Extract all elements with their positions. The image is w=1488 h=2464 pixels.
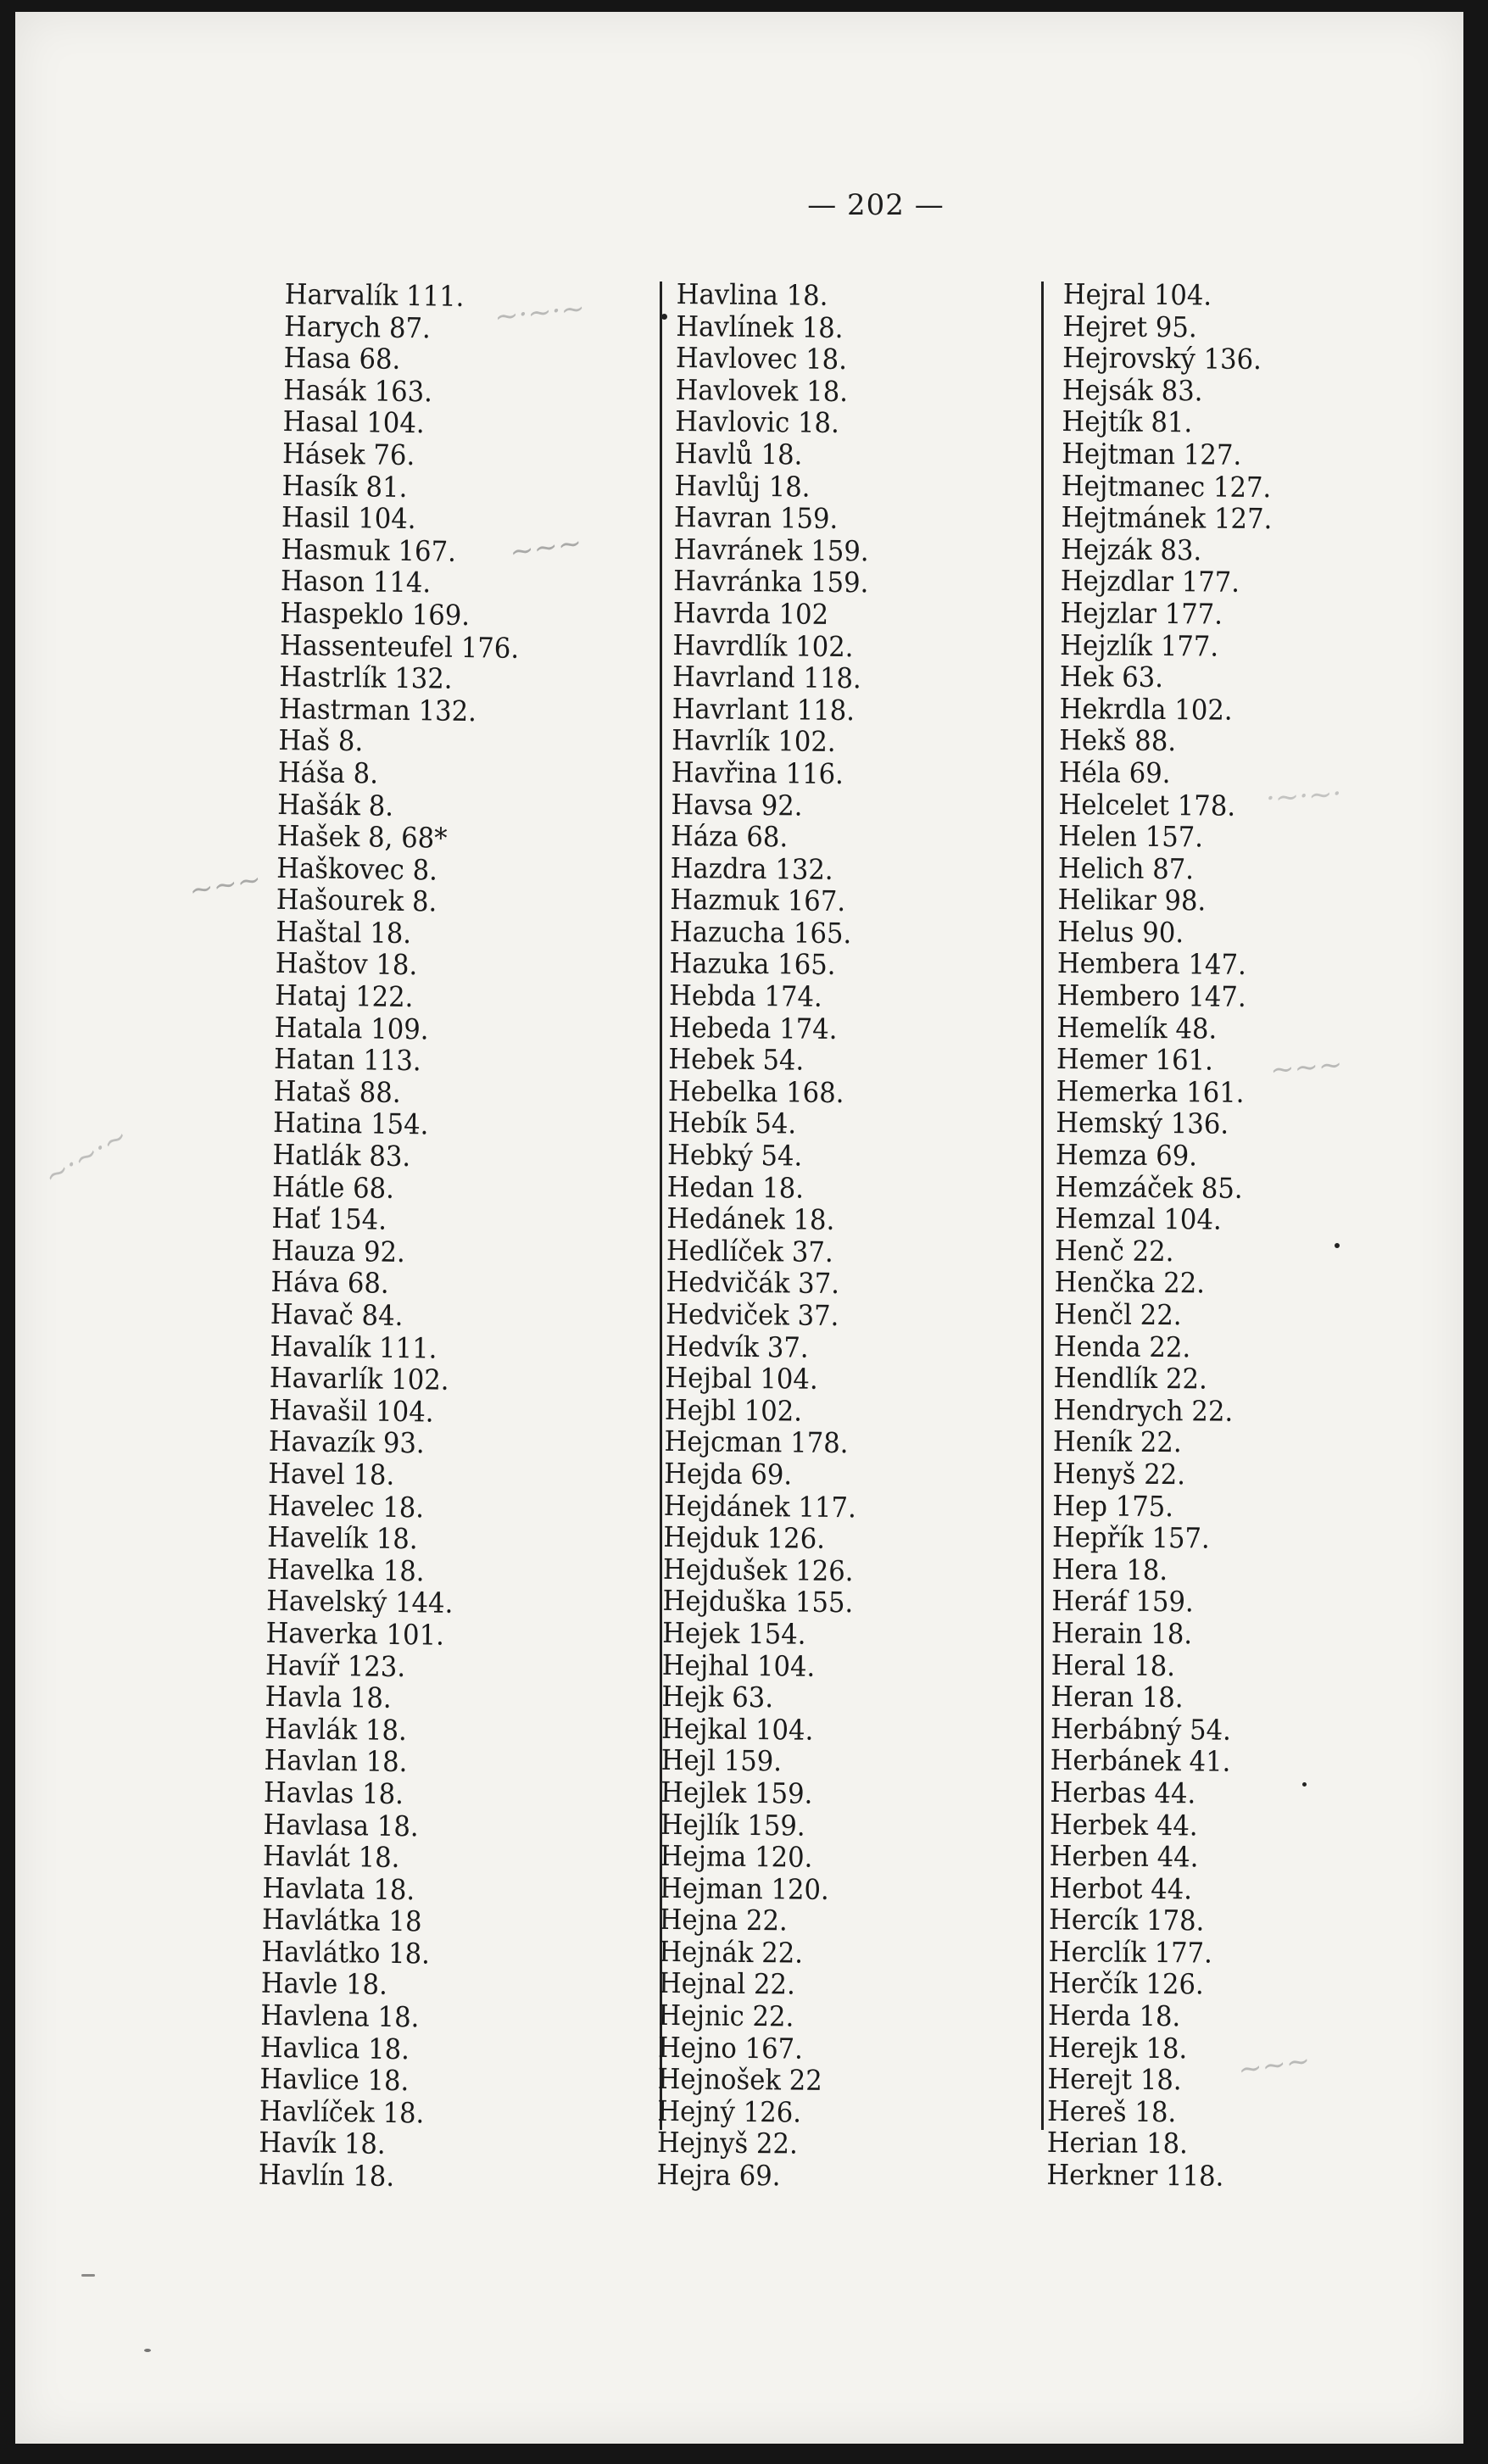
name-entry: Havlica 18. bbox=[259, 2030, 410, 2065]
name-entry: Henyš 22. bbox=[1052, 1456, 1186, 1491]
name-entry: Havran 159. bbox=[673, 500, 839, 536]
name-entry: Hejlek 159. bbox=[660, 1775, 813, 1810]
name-entry: Havrland 118. bbox=[672, 660, 861, 695]
name-entry: Haverka 101. bbox=[265, 1615, 445, 1652]
name-entry: Herbábný 54. bbox=[1050, 1711, 1232, 1747]
name-entry: Herben 44. bbox=[1049, 1839, 1199, 1874]
name-entry: Haš 8. bbox=[278, 723, 364, 758]
name-entry: Havač 84. bbox=[270, 1296, 404, 1333]
name-entry: Hejk 63. bbox=[661, 1680, 774, 1714]
name-entry: Havránka 159. bbox=[673, 564, 869, 599]
name-entry: Hatina 154. bbox=[272, 1106, 429, 1141]
name-entry: Hemský 136. bbox=[1056, 1106, 1229, 1141]
name-entry: Hedlíček 37. bbox=[666, 1233, 833, 1268]
pencil-scribble: ~~~ bbox=[1235, 2043, 1312, 2088]
name-entry: Henda 22. bbox=[1053, 1329, 1191, 1363]
name-entry: Hazdra 132. bbox=[670, 850, 833, 886]
name-entry: Havrdlík 102. bbox=[672, 627, 854, 663]
name-entry: Hedvičák 37. bbox=[666, 1265, 840, 1301]
name-entry: Hejtmánek 127. bbox=[1061, 500, 1273, 536]
name-entry: Hembera 147. bbox=[1056, 946, 1247, 982]
name-entry: Hásek 76. bbox=[281, 436, 415, 472]
column-divider bbox=[1041, 282, 1044, 2130]
name-entry: Hedvík 37. bbox=[665, 1329, 809, 1364]
name-entry: Hera 18. bbox=[1051, 1552, 1168, 1586]
name-entry: Havlátko 18. bbox=[261, 1934, 431, 1971]
ink-speck bbox=[661, 314, 667, 320]
pencil-scribble: ~·~·~ bbox=[38, 1118, 134, 1195]
name-entry: Hebek 54. bbox=[668, 1042, 805, 1077]
name-entry: Harvalík 111. bbox=[284, 277, 465, 313]
name-entry: Herbánek 41. bbox=[1050, 1743, 1231, 1779]
name-entry: Helen 157. bbox=[1058, 819, 1204, 854]
name-entry: Hason 114. bbox=[280, 564, 432, 599]
name-entry: Helikar 98. bbox=[1057, 883, 1207, 917]
name-entry: Haštov 18. bbox=[275, 946, 418, 982]
name-entry: Herda 18. bbox=[1047, 1998, 1181, 2033]
name-entry: Havel 18. bbox=[268, 1456, 395, 1491]
name-entry: Hebelka 168. bbox=[667, 1073, 844, 1109]
name-entry: Hebda 174. bbox=[668, 978, 822, 1013]
name-column-2 bbox=[656, 278, 886, 2193]
name-entry: Havlovec 18. bbox=[675, 341, 848, 376]
name-column-1 bbox=[259, 278, 543, 2194]
name-entry: Hejma 120. bbox=[660, 1838, 813, 1874]
name-entry: Hedviček 37. bbox=[666, 1296, 839, 1333]
name-entry: Hejtman 127. bbox=[1062, 436, 1242, 471]
name-entry: Herejt 18. bbox=[1047, 2062, 1182, 2097]
name-entry: Hemzáček 85. bbox=[1055, 1169, 1243, 1205]
name-entry: Hebík 54. bbox=[667, 1106, 797, 1140]
name-entry: Hať 154. bbox=[271, 1201, 387, 1237]
name-entry: Hejzdlar 177. bbox=[1060, 564, 1240, 599]
name-entry: Herain 18. bbox=[1051, 1615, 1193, 1651]
name-column-3 bbox=[1046, 278, 1290, 2193]
name-entry: Herejk 18. bbox=[1047, 2030, 1188, 2065]
name-entry: Hasal 104. bbox=[282, 404, 425, 440]
name-entry: Havlát 18. bbox=[262, 1838, 400, 1875]
name-entry: Hataš 88. bbox=[273, 1073, 401, 1109]
name-entry: Havlínek 18. bbox=[676, 309, 844, 344]
name-entry: Havelík 18. bbox=[266, 1520, 418, 1556]
name-entry: Hejnošek 22 bbox=[657, 2062, 822, 2098]
name-entry: Henčl 22. bbox=[1054, 1296, 1182, 1332]
name-entry: Havlák 18. bbox=[264, 1711, 408, 1747]
name-entry: Helich 87. bbox=[1057, 850, 1195, 886]
document-page bbox=[15, 12, 1463, 2444]
name-entry: Herčík 126. bbox=[1048, 1966, 1204, 2001]
name-entry: Haškovec 8. bbox=[276, 850, 438, 887]
name-entry: Hendrych 22. bbox=[1053, 1392, 1234, 1428]
name-entry: Havlovek 18. bbox=[675, 372, 849, 408]
name-entry: Hejný 126. bbox=[657, 2093, 802, 2129]
name-entry: Hasa 68. bbox=[283, 341, 401, 376]
name-entry: Hejcman 178. bbox=[664, 1424, 849, 1460]
name-entry: Hejret 95. bbox=[1062, 309, 1197, 343]
name-entry: Hatala 109. bbox=[274, 1010, 429, 1046]
name-entry: Henčka 22. bbox=[1054, 1265, 1206, 1300]
name-entry: Havazík 93. bbox=[268, 1424, 425, 1460]
name-entry: Havle 18. bbox=[260, 1966, 388, 2002]
name-entry: Havelský 144. bbox=[265, 1584, 454, 1620]
ink-speck bbox=[1335, 1243, 1340, 1248]
name-entry: Hemza 69. bbox=[1055, 1137, 1198, 1173]
name-entry: Havlů 18. bbox=[674, 436, 803, 471]
name-entry: Hasák 163. bbox=[282, 372, 433, 409]
name-entry: Hereš 18. bbox=[1046, 2093, 1177, 2129]
name-entry: Hemzal 104. bbox=[1055, 1201, 1222, 1236]
name-entry: Havlátka 18 bbox=[261, 1903, 422, 1938]
page-number: — 202 — bbox=[807, 188, 945, 222]
ink-speck bbox=[144, 2349, 151, 2352]
name-entry: Hepřík 157. bbox=[1051, 1520, 1210, 1555]
name-entry: Hembero 147. bbox=[1056, 978, 1246, 1013]
name-entry: Hejduk 126. bbox=[663, 1520, 826, 1556]
name-entry: Heran 18. bbox=[1051, 1680, 1184, 1714]
name-entry: Hek 63. bbox=[1059, 660, 1164, 694]
name-entry: Havíř 123. bbox=[265, 1647, 406, 1683]
name-entry: Hejral 104. bbox=[1062, 277, 1212, 312]
name-entry: Havašil 104. bbox=[269, 1392, 434, 1429]
name-entry: Helcelet 178. bbox=[1058, 787, 1236, 822]
pencil-scribble: ~·~·~ bbox=[493, 291, 587, 335]
name-entry: Hasil 104. bbox=[281, 500, 416, 536]
name-entry: Hejrovský 136. bbox=[1062, 341, 1262, 376]
name-entry: Hejdušek 126. bbox=[662, 1552, 854, 1588]
name-entry: Havsa 92. bbox=[671, 787, 803, 822]
pencil-scribble: ~~~ bbox=[187, 861, 265, 909]
name-entry: Hazucha 165. bbox=[669, 914, 852, 950]
name-entry: Havřina 116. bbox=[671, 755, 844, 790]
name-entry: Hejzlík 177. bbox=[1060, 627, 1219, 663]
name-entry: Hatan 113. bbox=[273, 1042, 421, 1078]
name-entry: Hemelík 48. bbox=[1056, 1010, 1218, 1045]
name-entry: Hejduška 155. bbox=[662, 1584, 854, 1619]
name-entry: Háva 68. bbox=[270, 1265, 389, 1301]
name-entry: Hassenteufel 176. bbox=[279, 627, 520, 665]
name-entry: Heral 18. bbox=[1051, 1647, 1176, 1682]
name-entry: Hejnyš 22. bbox=[656, 2126, 799, 2161]
name-entry: Havelka 18. bbox=[266, 1552, 425, 1588]
name-entry: Hasmuk 167. bbox=[281, 532, 457, 568]
name-entry: Havlíček 18. bbox=[259, 2093, 425, 2130]
name-entry: Hejkal 104. bbox=[660, 1711, 814, 1747]
name-entry: Hep 175. bbox=[1052, 1488, 1174, 1523]
name-entry: Hebký 54. bbox=[666, 1137, 803, 1173]
name-entry: Havrlík 102. bbox=[672, 723, 836, 759]
name-entry: Havlena 18. bbox=[260, 1998, 420, 2034]
name-entry: Hasík 81. bbox=[281, 468, 408, 504]
name-entry: Havlasa 18. bbox=[263, 1807, 419, 1842]
name-entry: Hekrdla 102. bbox=[1059, 691, 1233, 727]
name-entry: Hejna 22. bbox=[659, 1903, 789, 1937]
pencil-scribble: ·~·~· bbox=[1264, 776, 1343, 817]
ink-speck bbox=[1302, 1782, 1307, 1787]
name-entry: Herclík 177. bbox=[1048, 1934, 1213, 1970]
name-entry: Hejzák 83. bbox=[1061, 532, 1202, 567]
name-entry: Havránek 159. bbox=[673, 532, 869, 568]
name-entry: Haštal 18. bbox=[275, 914, 412, 950]
name-entry: Hátle 68. bbox=[271, 1169, 395, 1205]
name-entry: Herbek 44. bbox=[1049, 1807, 1198, 1842]
name-entry: Hejnic 22. bbox=[658, 1998, 794, 2033]
name-entry: Hejnal 22. bbox=[658, 1966, 796, 2002]
name-entry: Hejnák 22. bbox=[659, 1934, 804, 1970]
name-entry: Hazuka 165. bbox=[669, 946, 836, 982]
name-entry: Havrlant 118. bbox=[672, 691, 855, 727]
name-entry: Havrda 102 bbox=[672, 595, 829, 631]
name-entry: Hašák 8. bbox=[277, 787, 394, 822]
name-entry: Hazmuk 167. bbox=[670, 883, 846, 918]
name-entry: Havelec 18. bbox=[267, 1488, 425, 1524]
name-entry: Hatlák 83. bbox=[272, 1137, 411, 1173]
name-entry: Hejtík 81. bbox=[1062, 404, 1193, 439]
name-entry: Havlata 18. bbox=[262, 1870, 415, 1907]
name-entry: Hejman 120. bbox=[659, 1870, 830, 1906]
name-entry: Hejra 69. bbox=[656, 2157, 781, 2193]
name-entry: Hauza 92. bbox=[270, 1233, 406, 1268]
name-entry: Herbas 44. bbox=[1050, 1775, 1196, 1810]
name-entry: Hejsák 83. bbox=[1062, 372, 1203, 408]
name-entry: Herkner 118. bbox=[1046, 2157, 1224, 2193]
name-entry: Hendlík 22. bbox=[1053, 1361, 1207, 1396]
name-entry: Hejl 159. bbox=[660, 1743, 783, 1778]
name-entry: Héla 69. bbox=[1058, 755, 1171, 790]
name-entry: Haspeklo 169. bbox=[280, 595, 471, 633]
name-entry: Havlovic 18. bbox=[675, 404, 840, 440]
name-entry: Hejhal 104. bbox=[661, 1647, 816, 1683]
name-entry: Háša 8. bbox=[277, 755, 379, 790]
name-entry: Hejtmanec 127. bbox=[1061, 468, 1272, 504]
ink-speck bbox=[81, 2274, 95, 2277]
name-entry: Havlina 18. bbox=[676, 277, 828, 312]
name-entry: Herbot 44. bbox=[1049, 1870, 1193, 1906]
name-entry: Hataj 122. bbox=[274, 978, 414, 1014]
name-entry: Hekš 88. bbox=[1059, 723, 1177, 758]
name-entry: Havlan 18. bbox=[264, 1743, 408, 1779]
name-entry: Henč 22. bbox=[1054, 1233, 1174, 1268]
pencil-scribble: ~~~ bbox=[507, 526, 584, 570]
name-entry: Hebeda 174. bbox=[668, 1010, 838, 1045]
name-entry: Havalík 111. bbox=[270, 1329, 437, 1365]
name-entry: Heník 22. bbox=[1052, 1424, 1182, 1459]
name-entry: Hejdánek 117. bbox=[663, 1488, 857, 1524]
name-entry: Havlas 18. bbox=[263, 1775, 404, 1811]
name-entry: Havlice 18. bbox=[259, 2062, 410, 2098]
name-entry: Hastrlík 132. bbox=[279, 660, 453, 695]
name-entry: Hašek 8, 68* bbox=[276, 819, 448, 855]
name-entry: Hejbal 104. bbox=[665, 1361, 818, 1396]
name-entry: Hašourek 8. bbox=[276, 883, 437, 918]
name-entry: Herian 18. bbox=[1046, 2126, 1189, 2160]
name-entry: Havlůj 18. bbox=[674, 468, 811, 504]
name-entry: Havarlík 102. bbox=[269, 1361, 449, 1397]
name-entry: Hejda 69. bbox=[664, 1456, 793, 1491]
pencil-scribble: ~~~ bbox=[1268, 1047, 1345, 1088]
name-entry: Havlín 18. bbox=[258, 2157, 395, 2194]
name-entry: Havla 18. bbox=[265, 1679, 392, 1715]
name-entry: Hejek 154. bbox=[662, 1615, 806, 1651]
name-entry: Hedan 18. bbox=[666, 1169, 805, 1205]
name-entry: Hemerka 161. bbox=[1056, 1073, 1245, 1109]
name-entry: Hastrman 132. bbox=[278, 691, 477, 727]
name-entry: Hercík 178. bbox=[1048, 1903, 1205, 1937]
name-entry: Hedánek 18. bbox=[666, 1201, 835, 1237]
name-entry: Hejno 167. bbox=[657, 2030, 804, 2065]
name-entry: Havík 18. bbox=[259, 2126, 386, 2161]
name-entry: Hemer 161. bbox=[1056, 1042, 1214, 1077]
name-entry: Harych 87. bbox=[283, 309, 432, 344]
name-entry: Heráf 159. bbox=[1051, 1584, 1194, 1619]
name-entry: Helus 90. bbox=[1057, 914, 1184, 950]
name-entry: Hejzlar 177. bbox=[1060, 595, 1223, 631]
name-entry: Hejbl 102. bbox=[664, 1392, 803, 1428]
name-entry: Hejlík 159. bbox=[660, 1807, 805, 1842]
name-entry: Háza 68. bbox=[670, 819, 789, 854]
